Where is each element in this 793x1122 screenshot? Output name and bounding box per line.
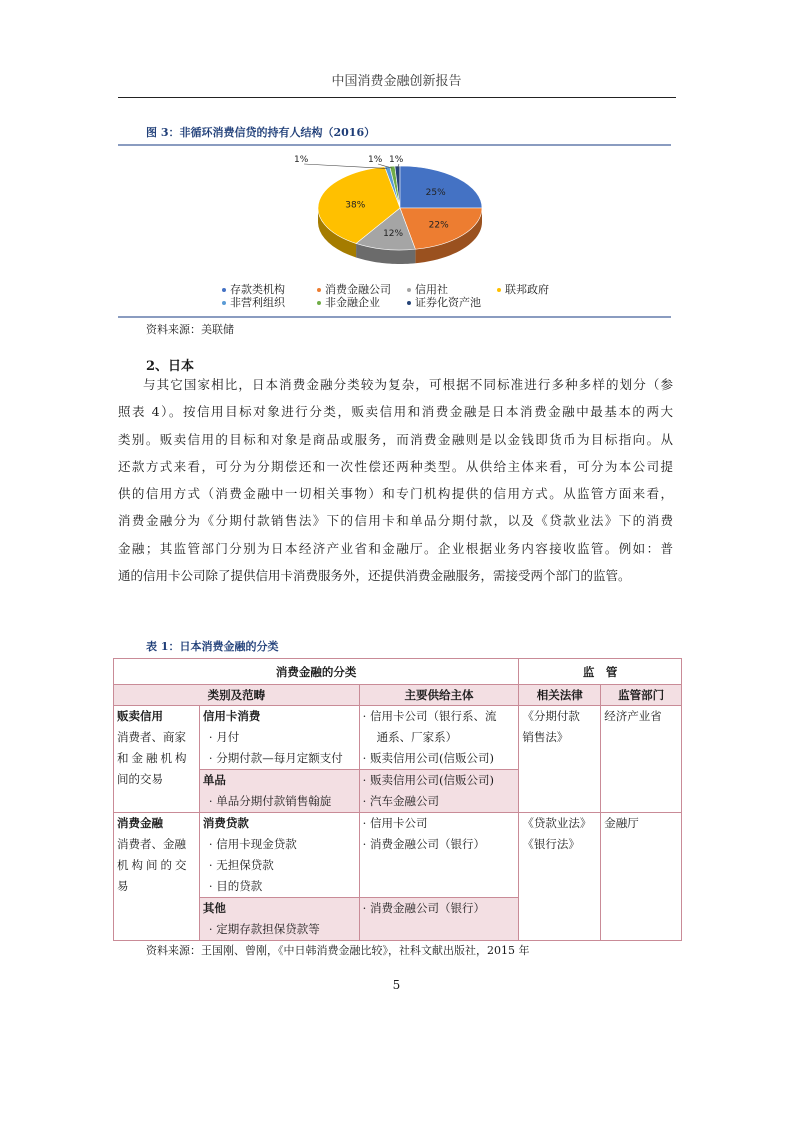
column-header-department: 监管部门 [601,685,682,706]
law-text: 销售法》 [522,730,569,744]
legend-label: 消费金融公司 [325,283,391,296]
page-number: 5 [392,978,401,992]
table-row [114,813,682,898]
provider-cell [359,770,519,813]
pie-data-label: 38% [345,200,366,211]
provider-item: · 信用卡公司（银行系、流 [362,709,497,723]
paragraph-line: 消费金融分为《分期付款销售法》下的信用卡和单品分期付款，以及《贷款业法》下的消费 [118,513,673,529]
running-header: 中国消费金融创新报告 [331,74,462,89]
paragraph-line: 通的信用卡公司除了提供信用卡消费服务外，还提供消费金融服务，需接受两个部门的监管。 [118,568,631,584]
figure-source: 资料来源：美联储 [146,323,234,336]
department-cell [601,813,682,941]
provider-item: · 信用卡公司 [362,816,428,830]
department-cell [601,706,682,813]
legend-item [222,294,285,310]
group-title: 信用卡消费 [202,709,261,723]
legend-marker [497,288,501,292]
group-title: 其他 [202,901,226,915]
group-item: · 分期付款—每月定额支付 [208,751,343,765]
group-item: · 单品分期付款销售翰旋 [208,794,332,808]
legend-label: 信用社 [415,283,448,296]
legend-item [497,281,549,297]
section-desc: 和金融机构 [117,751,190,765]
pie-chart [290,150,510,270]
paragraph-line: 金融；其监管部门分别为日本经济产业省和金融厅。企业根据业务内容接收监管。例如：普 [118,540,673,556]
provider-item: · 贩卖信用公司(信贩公司) [362,751,494,765]
category-cell [199,813,359,898]
table-row [114,706,682,770]
pie-data-label: 22% [428,220,449,231]
figure-title: 图 3：非循环消费信贷的持有人结构（2016） [146,126,376,139]
department-text: 金融厅 [604,816,639,830]
group-item: · 月付 [208,730,240,744]
legend-marker [407,301,411,305]
pie-data-label: 1% [368,155,383,165]
law-text: 《银行法》 [522,837,580,851]
table-title: 表 1：日本消费金融的分类 [146,640,279,653]
paragraph-line: 与其它国家相比，日本消费金融分类较为复杂，可根据不同标准进行多种多样的划分（参 [143,377,673,392]
section-name: 贩卖信用 [117,709,163,723]
provider-item: 通系、厂家系） [376,730,458,744]
legend-marker [407,288,411,292]
pie-data-label: 25% [425,187,446,198]
department-text: 经济产业省 [604,709,662,723]
law-cell [519,706,601,813]
section-heading: 2、日本 [146,359,195,374]
section-desc: 机构间的交 [117,858,190,872]
provider-cell [359,813,519,898]
category-cell [199,898,359,941]
provider-item: · 消费金融公司（银行） [362,901,485,915]
category-cell [199,770,359,813]
legend-marker [222,301,226,305]
section-desc: 间的交易 [117,772,163,786]
column-header-provider: 主要供给主体 [359,685,519,706]
legend-label: 联邦政府 [505,283,549,296]
provider-item: · 消费金融公司（银行） [362,837,485,851]
classification-table [113,658,682,941]
group-item: · 无担保贷款 [208,858,274,872]
legend-label: 存款类机构 [230,283,285,296]
section-cell [114,706,200,813]
provider-cell [359,898,519,941]
section-desc: 消费者、商家 [117,730,186,744]
paragraph-line: 类别。贩卖信用的目标和对象是商品或服务，而消费金融则是以金钱即货币为目标指向。从 [118,431,673,447]
category-cell [199,706,359,770]
legend-marker [317,301,321,305]
provider-item: · 汽车金融公司 [362,794,439,808]
paragraph-line: 供的信用方式（消费金融中一切相关事物）和专门机构提供的信用方式。从监管方面来看， [118,486,673,502]
paragraph-line: 还款方式来看，可分为分期偿还和一次性偿还两种类型。从供给主体来看，可分为本公司提 [118,458,673,474]
group-title: 单品 [202,773,226,787]
pie-data-label: 1% [294,155,309,165]
legend-marker [222,288,226,292]
pie-data-label: 1% [389,155,404,165]
section-name: 消费金融 [117,816,163,830]
legend-label: 非金融企业 [325,296,380,309]
provider-cell [359,706,519,770]
body-paragraph [118,371,673,589]
paragraph-line: 照表 4）。按信用目标对象进行分类，贩卖信用和消费金融是日本消费金融中最基本的两大 [118,404,673,420]
column-header-law: 相关法律 [519,685,601,706]
pie-data-label: 12% [383,228,404,239]
section-desc: 消费者、金融 [117,837,186,851]
header-group-regulation: 监 管 [519,659,682,685]
law-text: 《分期付款 [522,709,580,723]
legend-item [317,294,380,310]
section-desc: 易 [117,879,129,893]
header-divider [118,97,676,98]
law-cell [519,813,601,941]
legend-item [407,294,481,310]
provider-item: · 贩卖信用公司(信贩公司) [362,773,494,787]
legend-marker [317,288,321,292]
law-text: 《贷款业法》 [522,816,592,830]
table-source: 资料来源：王国刚、曾刚，《中日韩消费金融比较》，社科文献出版社，2015 年 [146,944,530,957]
group-item: · 信用卡现金贷款 [208,837,297,851]
column-header-category: 类别及范畴 [114,685,360,706]
legend-label: 非营利组织 [230,296,285,309]
group-item: · 目的贷款 [208,879,263,893]
section-cell [114,813,200,941]
group-title: 消费贷款 [202,816,249,830]
legend-label: 证券化资产池 [415,296,481,309]
header-group-classification: 消费金融的分类 [114,659,519,685]
group-item: · 定期存款担保贷款等 [208,922,320,936]
